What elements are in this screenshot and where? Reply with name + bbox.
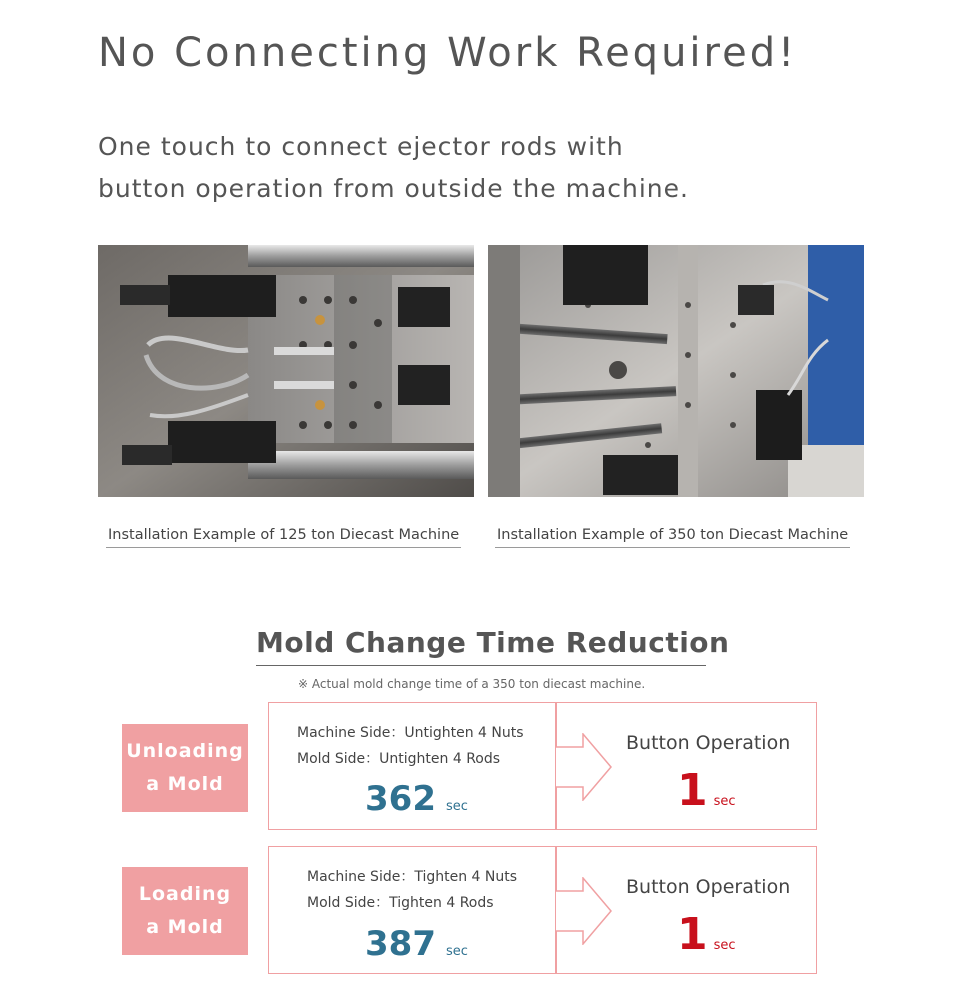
section-title: Mold Change Time Reduction [256, 626, 706, 666]
installation-photo-125-ton [98, 245, 474, 497]
button-time-value: 1 [677, 909, 708, 960]
button-operation-label: Button Operation [626, 876, 791, 898]
manual-time-unit: sec [445, 799, 468, 814]
badge-line-2: a Mold [146, 916, 224, 938]
unloading-badge [122, 724, 248, 812]
manual-steps [297, 720, 524, 772]
comparison-panel [268, 702, 817, 830]
caption-125-ton: Installation Example of 125 ton Diecast Machine [106, 527, 461, 548]
manual-time-value: 362 [365, 779, 436, 819]
button-time-unit: sec [713, 938, 736, 953]
mold-side-step: Mold Side：Untighten 4 Rods [297, 751, 501, 767]
button-time-unit: sec [713, 794, 736, 809]
comparison-panel [268, 846, 817, 974]
manual-time [365, 924, 468, 964]
arrow-right-icon [555, 733, 615, 801]
badge-line-2: a Mold [146, 773, 224, 795]
loading-row [122, 844, 822, 976]
button-time [677, 765, 736, 816]
badge-line-1: Unloading [126, 740, 244, 762]
installation-photo-350-ton [488, 245, 864, 497]
page-subtitle [98, 126, 858, 210]
mold-side-step: Mold Side：Tighten 4 Rods [307, 895, 494, 911]
loading-badge [122, 867, 248, 955]
manual-steps [307, 864, 517, 916]
footnote: ※ Actual mold change time of a 350 ton diecast machine. [298, 677, 646, 691]
machine-side-step: Machine Side：Tighten 4 Nuts [307, 869, 518, 885]
arrow-right-icon [555, 877, 615, 945]
button-time-value: 1 [677, 765, 708, 816]
machine-photo-illustration [98, 245, 474, 497]
subtitle-line-2: button operation from outside the machine. [98, 174, 689, 203]
caption-350-ton: Installation Example of 350 ton Diecast Machine [495, 527, 850, 548]
machine-photo-illustration [488, 245, 864, 497]
manual-time-value: 387 [365, 924, 436, 964]
manual-time [365, 779, 468, 819]
button-time [677, 909, 736, 960]
page-title: No Connecting Work Required! [98, 30, 798, 76]
manual-time-unit: sec [445, 944, 468, 959]
badge-line-1: Loading [138, 883, 232, 905]
button-operation-label: Button Operation [626, 732, 791, 754]
unloading-row [122, 700, 822, 832]
machine-side-step: Machine Side：Untighten 4 Nuts [297, 725, 524, 741]
subtitle-line-1: One touch to connect ejector rods with [98, 132, 624, 161]
